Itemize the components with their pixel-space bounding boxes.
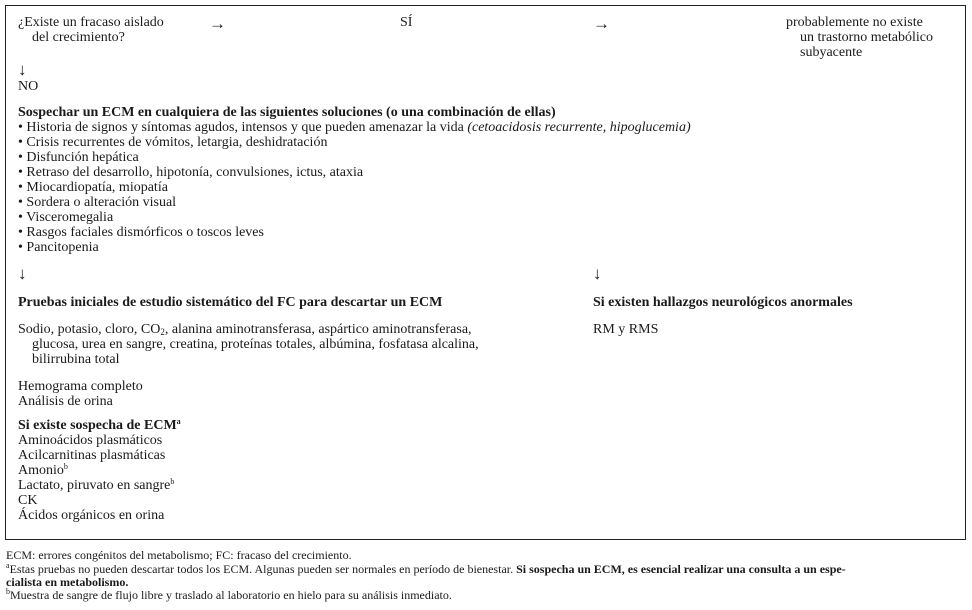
test-item: Lactato, piruvato en sangre$^b$	[18, 477, 175, 493]
test-item: CK	[18, 493, 38, 508]
footnote-b: $^b$Muestra de sangre de flujo libre y traslado al laboratorio en hielo para su análisis inmediato.	[6, 587, 452, 602]
yes-label: SÍ	[400, 15, 413, 30]
footnote-a-cont: cialista en metabolismo.	[6, 575, 129, 589]
list-item: • Pancitopenia	[18, 240, 691, 255]
list-item: • Visceromegalia	[18, 210, 691, 225]
right-branch	[593, 295, 853, 337]
suspicion-heading: Si existe sospecha de ECM$^a$	[18, 417, 181, 433]
question-block	[18, 15, 164, 45]
question-line-2: del crecimiento?	[32, 30, 125, 45]
blood-count: Hemograma completo	[18, 379, 143, 394]
left-heading: Pruebas iniciales de estudio sistemático del FC para descartar un ECM	[18, 295, 443, 310]
no-label: NO	[18, 79, 39, 94]
list-item: • Miocardiopatía, miopatía	[18, 180, 691, 195]
arrow-down-icon: ↓	[18, 60, 27, 79]
list-item: • Rasgos faciales dismórficos o toscos leves	[18, 225, 691, 240]
list-item: • Historia de signos y síntomas agudos, intensos y que pueden amenazar la vida (cetoacidosis recurrente, hipoglucemia)	[18, 120, 691, 135]
suspect-list	[18, 120, 691, 255]
footnote-abbrev: ECM: errores congénitos del metabolismo; FC: fracaso del crecimiento.	[6, 548, 352, 562]
left-branch	[18, 295, 479, 523]
right-heading: Si existen hallazgos neurológicos anormales	[593, 295, 853, 310]
suspect-heading: Sospechar un ECM en cualquiera de las siguientes soluciones (o una combinación de ellas)	[18, 105, 556, 120]
arrow-right-icon: →	[209, 14, 226, 33]
footnote-a: $^a$Estas pruebas no pueden descartar todos los ECM. Algunas pueden ser normales en período de bienestar. Si sospecha un ECM, es esencial realizar una consulta a un espe-	[6, 561, 846, 576]
result-line-1: probablemente no existe	[786, 15, 923, 30]
list-item: • Retraso del desarrollo, hipotonía, convulsiones, ictus, ataxia	[18, 165, 691, 180]
test-item: Aminoácidos plasmáticos	[18, 433, 163, 448]
arrow-down-icon: ↓	[593, 264, 602, 283]
chem-line-2: glucosa, urea en sangre, creatina, proteínas totales, albúmina, fosfatasa alcalina,	[32, 337, 479, 352]
test-item: Amonio$^b$	[18, 462, 68, 478]
result-line-3: subyacente	[800, 45, 863, 60]
list-item: • Sordera o alteración visual	[18, 195, 691, 210]
question-line-1: ¿Existe un fracaso aislado	[18, 15, 164, 30]
arrow-right-icon: →	[593, 14, 610, 33]
test-item: Acilcarnitinas plasmáticas	[18, 448, 166, 463]
result-line-2: un trastorno metabólico	[800, 30, 933, 45]
test-item: Ácidos orgánicos en orina	[18, 508, 165, 523]
chem-line-1: Sodio, potasio, cloro, $CO_2$, alanina aminotransferasa, aspártico aminotransferasa,	[18, 322, 472, 337]
list-item: • Disfunción hepática	[18, 150, 691, 165]
result-block	[786, 15, 933, 60]
arrow-down-icon: ↓	[18, 264, 27, 283]
list-item: • Crisis recurrentes de vómitos, letargia, deshidratación	[18, 135, 691, 150]
chem-line-3: bilirrubina total	[32, 352, 120, 367]
right-test: RM y RMS	[593, 322, 659, 337]
urine-analysis: Análisis de orina	[18, 394, 113, 409]
